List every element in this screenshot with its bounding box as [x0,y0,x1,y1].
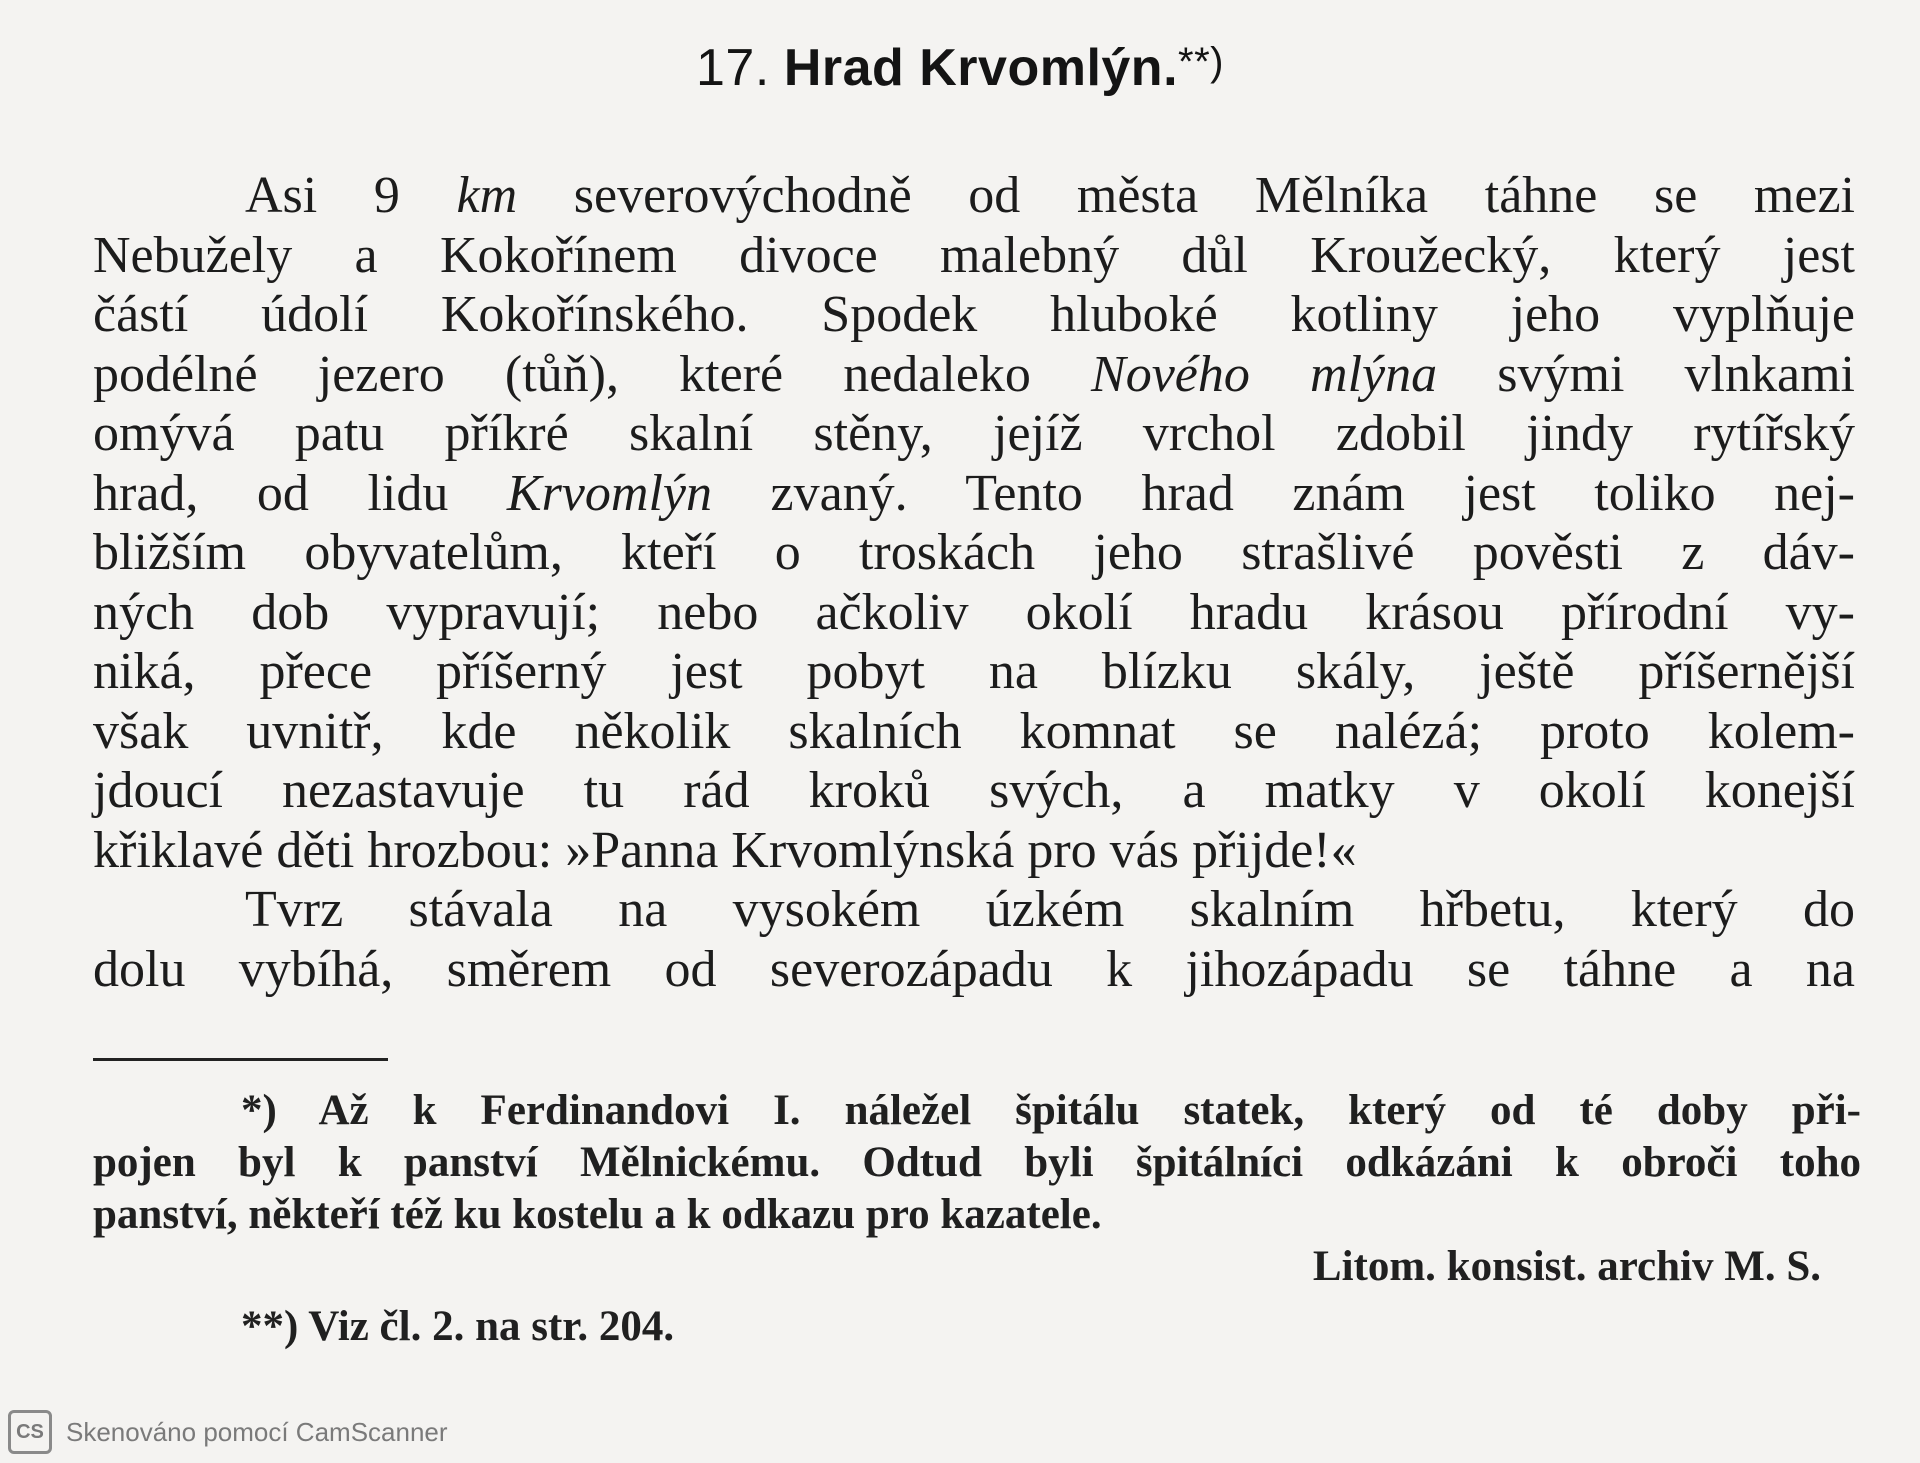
text-run-italic: Krvomlýn [506,464,712,522]
footnote-line: pojen byl k panství Mělnickému. Odtud byli špitálníci odkázáni k obroči toho [93,1139,1861,1186]
text-line [93,166,1855,226]
text-line: jdoucí nezastavuje tu rád kroků svých, a matky v okolí konejší [93,762,1855,819]
footnote-line: panství, někteří též ku kostelu a k odkazu pro kazatele. [93,1191,1102,1238]
text-line: omývá patu příkré skalní stěny, jejíž vrchol zdobil jindy rytířský [93,405,1855,462]
footnote-line: *) Až k Ferdinandovi I. náležel špitálu statek, který od té doby při- [241,1087,1861,1134]
footnote-source: Litom. konsist. archiv M. S. [1312,1243,1821,1290]
text-line: částí údolí Kokořínského. Spodek hluboké kotliny jeho vyplňuje [93,286,1855,343]
text-line [93,345,1855,405]
text-line: ných dob vypravují; nebo ačkoliv okolí hradu krásou přírodní vy- [93,583,1855,641]
text-run: svými vlnkami [1437,345,1855,403]
text-run: Asi 9 [245,167,457,224]
chapter-heading [0,38,1920,98]
watermark-text: Skenováno pomocí CamScanner [66,1416,448,1447]
footnote-line: **) Viz čl. 2. na str. 204. [241,1303,675,1350]
text-run: severovýchodně od města Mělníka táhne se mezi [517,167,1855,224]
camscanner-icon: CS [8,1410,52,1454]
body-text [93,166,1855,999]
text-line [93,464,1855,524]
chapter-number: 17. [696,39,770,97]
footnotes [93,1085,1861,1353]
text-run-italic: Nového mlýna [1091,345,1438,403]
text-line: dolu vybíhá, směrem od severozápadu k jihozápadu se táhne a na [93,940,1855,998]
footnote-divider [93,1058,388,1061]
text-line: křiklavé děti hrozbou: »Panna Krvomlýnská pro vás přijde!« [93,821,1357,879]
text-run-italic: km [456,167,518,224]
text-run: hrad, od lidu [93,464,507,522]
text-run: zvaný. Tento hrad znám jest toliko nej- [711,464,1855,522]
text-line: niká, přece příšerný jest pobyt na blízku skály, ještě příšernější [93,643,1855,700]
footnote-mark: **) [1178,40,1224,84]
text-line: Nebužely a Kokořínem divoce malebný důl Kroužecký, který jest [93,226,1855,284]
text-line: bližším obyvatelům, kteří o troskách jeho strašlivé pověsti z dáv- [93,524,1855,581]
chapter-title: Hrad Krvomlýn. [783,39,1179,97]
text-run: podélné jezero (tůň), které nedaleko [93,345,1092,403]
text-line: Tvrz stávala na vysokém úzkém skalním hřbetu, který do [245,881,1855,938]
text-line: však uvnitř, kde několik skalních komnat se nalézá; proto kolem- [93,702,1855,760]
scanner-watermark [8,1410,448,1454]
